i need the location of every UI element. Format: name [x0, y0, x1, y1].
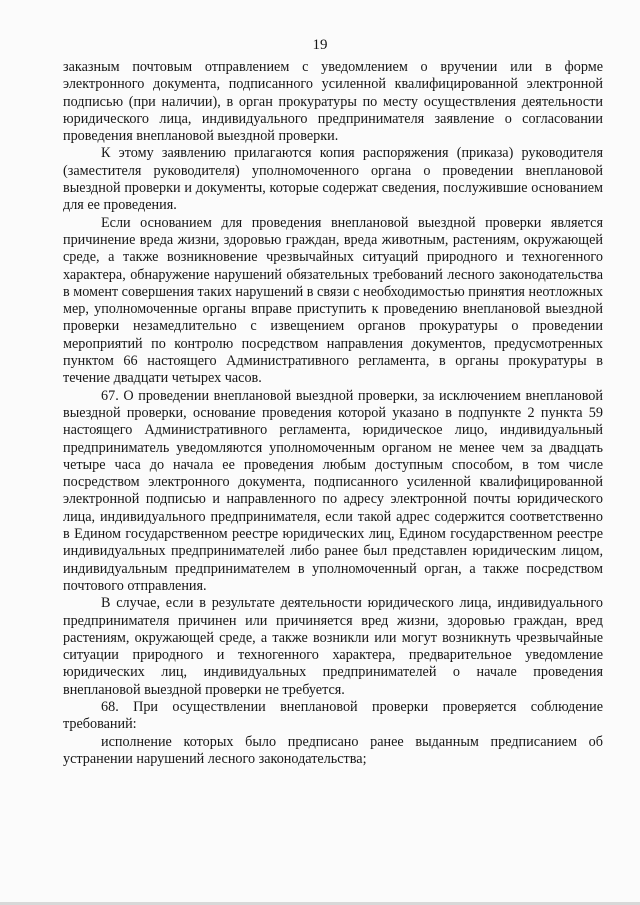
document-body: [63, 59, 603, 768]
paragraph-urgent-inspection: Если основанием для проведения внеплановой выездной проверки является причинение вреда жизни, здоровью граждан, вреда животным, растениям, окружающей среде, а также возникновение чрезвычайных ситуаций природного и техногенного характера, обнаружение нарушений обязательных требований лесного законодательства в момент совершения таких нарушений в связи с необходимостью принятия неотложных мер, уполномоченные органы вправе приступить к проведению внеплановой выездной проверки незамедлительно с извещением органов прокуратуры о проведении мероприятий по контролю посредством направления документов, предусмотренных пунктом 66 настоящего Административного регламента, в органы прокуратуры в течение двадцати четырех часов.: [63, 214, 603, 387]
paragraph-no-notice: В случае, если в результате деятельности юридического лица, индивидуального предпринимателя причинен или причиняется вред жизни, здоровью граждан, вред растениям, окружающей среде, а также возникли или могут возникнуть чрезвычайные ситуации природного и техногенного характера, предварительное уведомление юридических лиц, индивидуальных предпринимателей о начале проведения внеплановой выездной проверки не требуется.: [63, 595, 603, 698]
paragraph-68: 68. При осуществлении внеплановой проверки проверяется соблюдение требований:: [63, 698, 603, 733]
page-number: 19: [312, 37, 328, 53]
paragraph-continuation: заказным почтовым отправлением с уведомлением о вручении или в форме электронного документа, подписанного усиленной квалифицированной электронной подписью (при наличии), в орган прокуратуры по месту осуществления деятельности юридического лица, индивидуального предпринимателя заявление о согласовании проведения внеплановой выездной проверки.: [63, 59, 603, 145]
paragraph-67: 67. О проведении внеплановой выездной проверки, за исключением внеплановой выездной проверки, основание проведения которой указано в подпункте 2 пункта 59 настоящего Административного регламента, юридическое лицо, индивидуальный предприниматель уведомляются уполномоченным органом не менее чем за двадцать четыре часа до начала ее проведения любым доступным способом, в том числе посредством электронного документа, подписанного усиленной квалифицированной электронной подписью и направленного по адресу электронной почты юридического лица, индивидуального предпринимателя, если такой адрес содержится соответственно в Едином государственном реестре юридических лиц, Едином государственном реестре индивидуальных предпринимателей либо ранее был представлен юридическим лицом, индивидуальным предпринимателем в уполномоченный орган, а также посредством почтового отправления.: [63, 387, 603, 594]
paragraph-68-item: исполнение которых было предписано ранее выданным предписанием об устранении нарушений лесного законодательства;: [63, 733, 603, 767]
paragraph-attachments: К этому заявлению прилагаются копия распоряжения (приказа) руководителя (заместителя руководителя) уполномоченного органа о проведении внеплановой выездной проверки и документы, которые содержат сведения, послужившие основанием для ее проведения.: [63, 145, 603, 214]
